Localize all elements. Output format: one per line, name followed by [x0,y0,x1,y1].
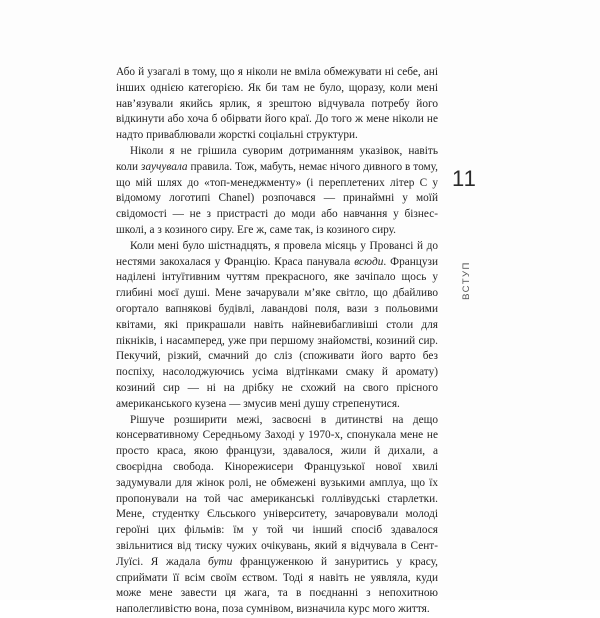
running-head [446,260,486,300]
paragraph-1-text: Або й узагалі в тому, що я ніколи не вміла обмежувати ні себе, ані інших однією категорією. Як би там не було, щоразу, коли мені нав’язували якийсь ярлик, я зрештою відчувала потребу його відкинути або хоча б обірвати його краї. До того ж мене ніколи не надто приваблювали жорсткі соціальні структури. [116,66,438,142]
paragraph-3-text-b: . Французи наділені інтуїтивним чуттям прекрасного, яке зачіпало щось у глибині моєї душі. Мене зачарували м’яке світло, що дбайливо огортало вапнякові будівлі, лавандові поля, вази з польовими квітами, які прикрашали навіть найневибагливіші столи для пікніків, і насамперед, уже при першому знайомстві, козиний сир. Пекучий, різкий, смачний до сліз (споживати його варто без поспіху, насолоджуючись усіма відтінками смаку й аромату) козиний сир — ні на дрібку не схожий на свого прісного американського кузена — змусив мені душу стрепенутися. [116,255,439,410]
paragraph-2 [116,144,438,239]
paragraph-2-emphasis: заучувала [141,160,188,173]
running-head-label: ВСТУП [460,260,472,300]
paragraph-2-text-a: Ніколи я не грішила суворим дотриманням указівок, навіть коли [116,144,438,173]
paragraph-4-text-a: Рішуче розширити межі, засвоєні в дитинстві на дещо консервативному Середньому Заході у 1970-х, спонукала мене не просто краса, якою французи, здавалося, жили й дихали, а своєрідна свобода. Кінорежисери Французької нової хвилі задумували для жінок ролі, не обмежені вузькими амплуа, що їх пропонували на той час американські голлівудські старлетки. Мене, студентку Єльського університету, зачаровували молоді героїні цих фільмів: їм у той чи інший спосіб здавалося звільнитися від тиску чужих очікувань, який я відчувала в Сент-Луїсі. Я жадала [116,413,438,568]
paragraph-1 [116,65,438,144]
page-number: 11 [452,166,477,191]
paragraph-4-text-b: француженкою й зануритись у красу, сприймати її всім своїм єством. Тоді я навіть не уявляла, куди може мене завести ця жага, та в поєднанні з непохитною наполегливістю вона, поза сумнівом, визначила курс мого життя. [116,555,439,616]
paragraph-4-emphasis: бути [208,555,233,568]
body-text [116,65,438,618]
paragraph-3 [116,239,438,413]
paragraph-2-text-b: правила. Тож, мабуть, немає нічого дивного в тому, що мій шлях до «топ-менеджменту» (і переплетених літер C у відомому логотипі Chanel) розпочався — принаймні у моїй свідомості — не з пристрасті до моди або навчання у бізнес-школі, а з козиного сиру. Еге ж, саме так, із козиного сиру. [116,160,439,236]
paragraph-3-emphasis: всюди [354,255,384,268]
paragraph-4 [116,413,438,618]
paragraph-3-text-a: Коли мені було шістнадцять, я провела місяць у Провансі й до нестями закохалася у Францію. Краса панувала [116,239,438,268]
